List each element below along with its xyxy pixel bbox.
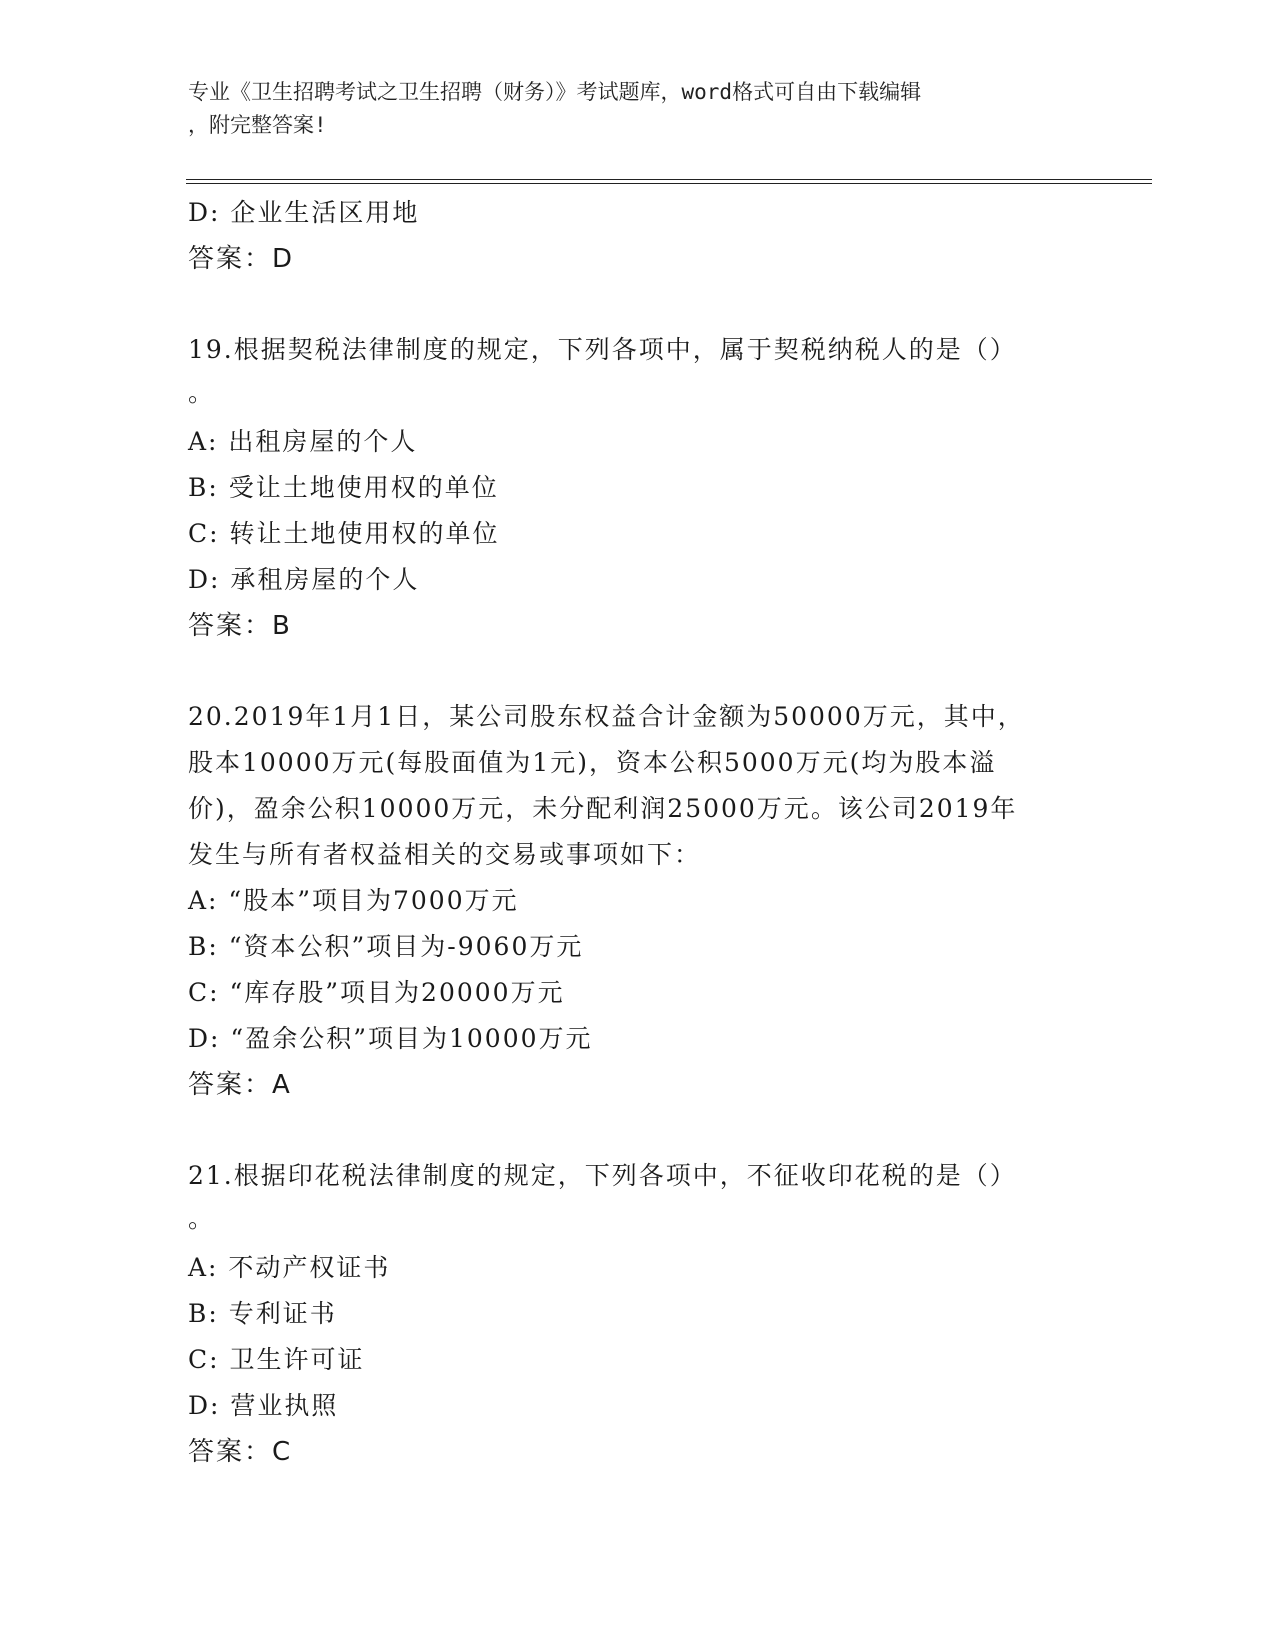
header-line-2: ，附完整答案!	[188, 113, 327, 137]
q21-option-c: C: 卫生许可证	[188, 1345, 365, 1374]
document-header	[188, 76, 1088, 142]
q20-option-a: A: “股本”项目为7000万元	[188, 886, 519, 915]
q21-option-a: A: 不动产权证书	[188, 1253, 391, 1282]
header-rule-top	[186, 179, 1152, 180]
q21-option-d: D: 营业执照	[188, 1391, 339, 1420]
document-content	[188, 190, 1088, 1475]
q20-text-line-2: 股本10000万元(每股面值为1元)，资本公积5000万元(均为股本溢	[188, 748, 997, 777]
q21-text: 21.根据印花税法律制度的规定，下列各项中，不征收印花税的是（）	[188, 1161, 1017, 1190]
q20-text-line-1: 20.2019年1月1日，某公司股东权益合计金额为50000万元，其中，	[188, 702, 1025, 731]
prev-answer: 答案：D	[188, 244, 295, 274]
q19-answer: 答案：B	[188, 611, 292, 641]
q20-text-line-3: 价)，盈余公积10000万元，未分配利润25000万元。该公司2019年	[188, 794, 1018, 823]
q21-answer: 答案：C	[188, 1437, 293, 1467]
q20-option-d: D: “盈余公积”项目为10000万元	[188, 1024, 593, 1053]
q21-option-b: B: 专利证书	[188, 1299, 337, 1328]
q19-option-a: A: 出租房屋的个人	[188, 427, 418, 456]
q19-text-cont: 。	[188, 378, 216, 407]
q20-option-b: B: “资本公积”项目为-9060万元	[188, 932, 584, 961]
q19-option-b: B: 受让土地使用权的单位	[188, 473, 499, 502]
q20-text-line-4: 发生与所有者权益相关的交易或事项如下：	[188, 840, 702, 869]
q21-text-cont: 。	[188, 1204, 216, 1233]
q19-option-c: C: 转让土地使用权的单位	[188, 519, 500, 548]
header-rule-bottom	[186, 183, 1152, 184]
header-line-1: 专业《卫生招聘考试之卫生招聘（财务）》考试题库，word格式可自由下载编辑	[188, 80, 922, 104]
prev-option-d: D: 企业生活区用地	[188, 198, 420, 227]
q19-option-d: D: 承租房屋的个人	[188, 565, 420, 594]
q19-text: 19.根据契税法律制度的规定，下列各项中，属于契税纳税人的是（）	[188, 335, 1017, 364]
q20-answer: 答案：A	[188, 1070, 292, 1100]
q20-option-c: C: “库存股”项目为20000万元	[188, 978, 565, 1007]
